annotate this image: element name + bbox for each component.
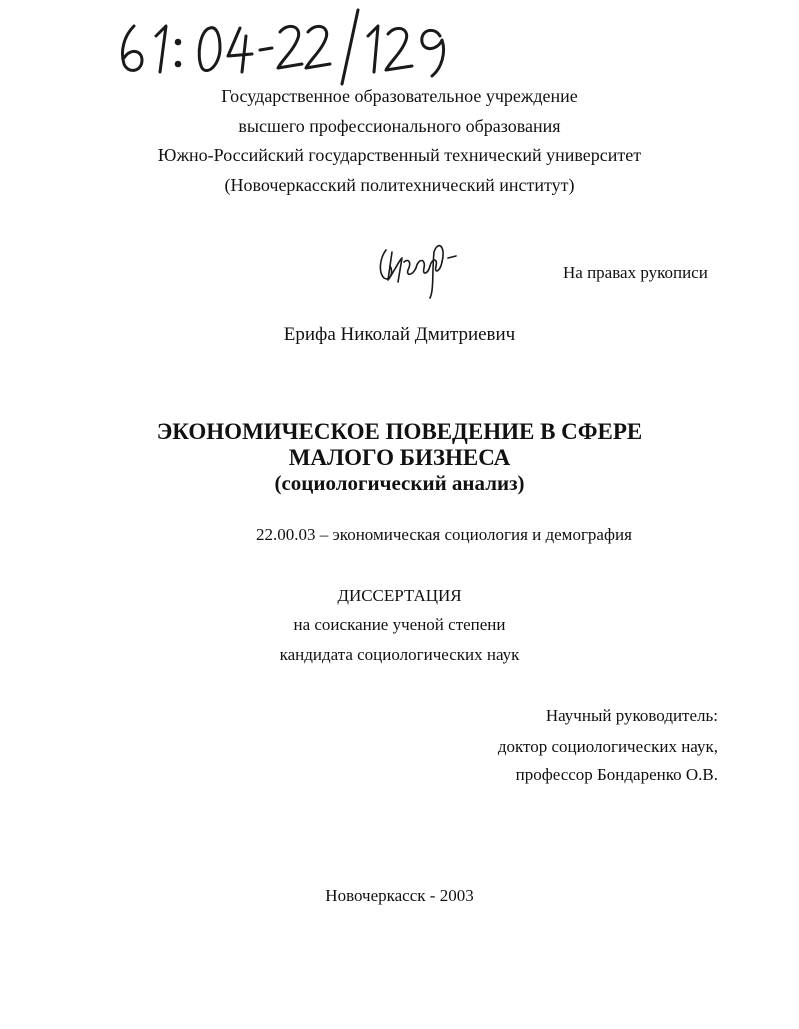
institution-line-3: Южно-Российский государственный технический университет: [157, 145, 642, 165]
supervisor-name: профессор Бондаренко О.В.: [515, 765, 718, 784]
document-type-label: ДИССЕРТАЦИЯ: [337, 586, 462, 605]
author-signature: [372, 232, 462, 302]
institution-line-4: (Новочеркасский политехнический институт): [224, 175, 575, 195]
handwritten-archive-stamp: [112, 6, 472, 86]
place-year: Новочеркасск - 2003: [325, 886, 474, 905]
manuscript-rights-note: На правах рукописи: [563, 263, 708, 282]
degree-line-1: на соискание ученой степени: [293, 615, 506, 634]
author-name: Ерифа Николай Дмитриевич: [283, 324, 516, 345]
specialty-code: 22.00.03 – экономическая социология и демография: [256, 525, 632, 544]
institution-line-1: Государственное образовательное учреждение: [221, 86, 578, 106]
dissertation-title-line-2: МАЛОГО БИЗНЕСА: [288, 445, 511, 470]
degree-line-2: кандидата социологических наук: [279, 645, 520, 664]
dissertation-subtitle: (социологический анализ): [274, 471, 525, 495]
institution-line-2: высшего профессионального образования: [238, 116, 561, 136]
supervisor-degree: доктор социологических наук,: [497, 737, 718, 756]
supervisor-label: Научный руководитель:: [545, 706, 718, 725]
dissertation-title-line-1: ЭКОНОМИЧЕСКОЕ ПОВЕДЕНИЕ В СФЕРЕ: [156, 419, 643, 444]
